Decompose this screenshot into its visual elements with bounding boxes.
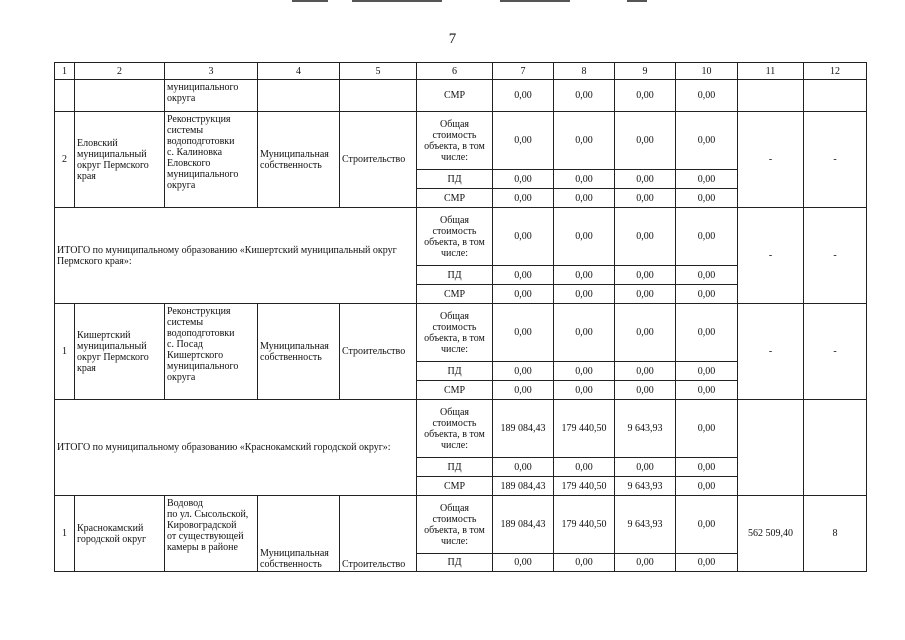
value-cell: 179 440,50 [554,496,615,554]
value-cell: 0,00 [676,381,738,400]
cost-type-smr: СМР [417,189,493,208]
cost-type-smr: СМР [417,80,493,112]
subtotal-title: ИТОГО по муниципальному образованию «Краснокамский городской округ»: [55,400,417,496]
subtotal-row-total [55,400,867,458]
col11-cell: - [738,304,804,400]
cost-type-pd: ПД [417,554,493,572]
cost-type-pd: ПД [417,362,493,381]
value-cell: 0,00 [676,266,738,285]
work-type-cell [340,80,417,112]
col12-cell: - [804,304,867,400]
value-cell: 0,00 [615,208,676,266]
value-cell: 9 643,93 [615,477,676,496]
top-edge-mark [352,0,442,2]
value-cell: 189 084,43 [493,496,554,554]
cost-type-pd: ПД [417,266,493,285]
value-cell: 0,00 [676,477,738,496]
object-row-total [55,496,867,554]
value-cell: 0,00 [493,170,554,189]
col12-cell: 8 [804,496,867,572]
col11-cell [738,80,804,112]
municipality-cell: Кишертский муниципальный округ Пермского края [75,304,165,400]
row-number-cell: 2 [55,112,75,208]
header-cell: 8 [554,63,615,80]
value-cell: 0,00 [493,458,554,477]
header-cell: 11 [738,63,804,80]
value-cell: 0,00 [615,458,676,477]
col11-cell: 562 509,40 [738,496,804,572]
subtotal-title: ИТОГО по муниципальному образованию «Кишертский муниципальный округ Пермского края»: [55,208,417,304]
value-cell: 0,00 [615,80,676,112]
cost-type-pd: ПД [417,170,493,189]
ownership-cell: Муниципальная собственность [258,304,340,400]
object-name-cell: Водовод по ул. Сысольской, Кировоградской от существующей камеры в районе [165,496,258,572]
value-cell: 0,00 [676,554,738,572]
value-cell: 0,00 [554,266,615,285]
cost-type-pd: ПД [417,458,493,477]
header-cell: 3 [165,63,258,80]
continuation-row [55,80,867,112]
value-cell: 0,00 [493,381,554,400]
object-row-total [55,112,867,170]
value-cell: 0,00 [615,170,676,189]
value-cell: 0,00 [676,170,738,189]
cost-type-smr: СМР [417,477,493,496]
value-cell: 0,00 [493,285,554,304]
row-number-cell [55,80,75,112]
cost-type-smr: СМР [417,381,493,400]
col11-cell: - [738,112,804,208]
header-cell: 12 [804,63,867,80]
municipality-cell [75,80,165,112]
value-cell: 179 440,50 [554,400,615,458]
value-cell: 0,00 [615,362,676,381]
value-cell: 0,00 [615,554,676,572]
row-number-cell: 1 [55,496,75,572]
investment-table [54,62,867,572]
work-type-cell: Строительство [340,304,417,400]
cost-type-total: Общая стоимость объекта, в том числе: [417,304,493,362]
value-cell: 0,00 [615,266,676,285]
value-cell: 0,00 [493,554,554,572]
subtotal-row-total [55,208,867,266]
value-cell: 0,00 [554,304,615,362]
top-edge-mark [500,0,570,2]
header-cell: 2 [75,63,165,80]
value-cell: 0,00 [554,554,615,572]
value-cell: 0,00 [554,170,615,189]
col12-cell: - [804,208,867,304]
value-cell: 9 643,93 [615,400,676,458]
top-edge-mark [627,0,647,2]
column-number-header [55,63,867,80]
value-cell: 0,00 [493,112,554,170]
value-cell: 0,00 [676,112,738,170]
ownership-cell: Муниципальная собственность [258,112,340,208]
object-row-total [55,304,867,362]
value-cell: 0,00 [676,304,738,362]
page-number: 7 [448,31,457,47]
object-name-cell: Реконструкция системы водоподготовки с. Калиновка Еловского муниципального округа [165,112,258,208]
value-cell: 0,00 [676,400,738,458]
work-type-cell: Строительство [340,112,417,208]
col11-cell [738,400,804,496]
value-cell: 0,00 [615,285,676,304]
value-cell: 0,00 [615,304,676,362]
value-cell: 0,00 [676,458,738,477]
header-cell: 10 [676,63,738,80]
value-cell: 0,00 [554,189,615,208]
value-cell: 9 643,93 [615,496,676,554]
value-cell: 0,00 [493,304,554,362]
header-cell: 1 [55,63,75,80]
object-name-cell: Реконструкция системы водоподготовки с. Посад Кишертского муниципального округа [165,304,258,400]
cost-type-smr: СМР [417,285,493,304]
col12-cell [804,400,867,496]
municipality-cell: Еловский муниципальный округ Пермского края [75,112,165,208]
ownership-cell: Муниципальная собственность [258,496,340,572]
value-cell: 0,00 [676,208,738,266]
header-cell: 4 [258,63,340,80]
value-cell: 0,00 [615,189,676,208]
cost-type-total: Общая стоимость объекта, в том числе: [417,112,493,170]
cost-type-total: Общая стоимость объекта, в том числе: [417,208,493,266]
row-number-cell: 1 [55,304,75,400]
value-cell: 189 084,43 [493,477,554,496]
value-cell: 0,00 [676,362,738,381]
value-cell: 0,00 [554,362,615,381]
header-cell: 5 [340,63,417,80]
header-cell: 6 [417,63,493,80]
value-cell: 0,00 [676,496,738,554]
header-cell: 9 [615,63,676,80]
col12-cell: - [804,112,867,208]
value-cell: 0,00 [493,189,554,208]
municipality-cell: Краснокамский городской округ [75,496,165,572]
value-cell: 0,00 [615,112,676,170]
value-cell: 0,00 [676,189,738,208]
value-cell: 0,00 [554,112,615,170]
value-cell: 0,00 [554,208,615,266]
value-cell: 0,00 [493,208,554,266]
value-cell: 0,00 [676,285,738,304]
value-cell: 0,00 [493,80,554,112]
cost-type-total: Общая стоимость объекта, в том числе: [417,496,493,554]
value-cell: 0,00 [554,80,615,112]
value-cell: 0,00 [554,381,615,400]
cost-type-total: Общая стоимость объекта, в том числе: [417,400,493,458]
col11-cell: - [738,208,804,304]
work-type-cell: Строительство [340,496,417,572]
value-cell: 0,00 [554,285,615,304]
value-cell: 189 084,43 [493,400,554,458]
header-cell: 7 [493,63,554,80]
value-cell: 0,00 [676,80,738,112]
top-edge-mark [292,0,328,2]
col12-cell [804,80,867,112]
object-name-cell: муниципального округа [165,80,258,112]
value-cell: 0,00 [615,381,676,400]
value-cell: 0,00 [554,458,615,477]
value-cell: 0,00 [493,362,554,381]
value-cell: 179 440,50 [554,477,615,496]
value-cell: 0,00 [493,266,554,285]
ownership-cell [258,80,340,112]
